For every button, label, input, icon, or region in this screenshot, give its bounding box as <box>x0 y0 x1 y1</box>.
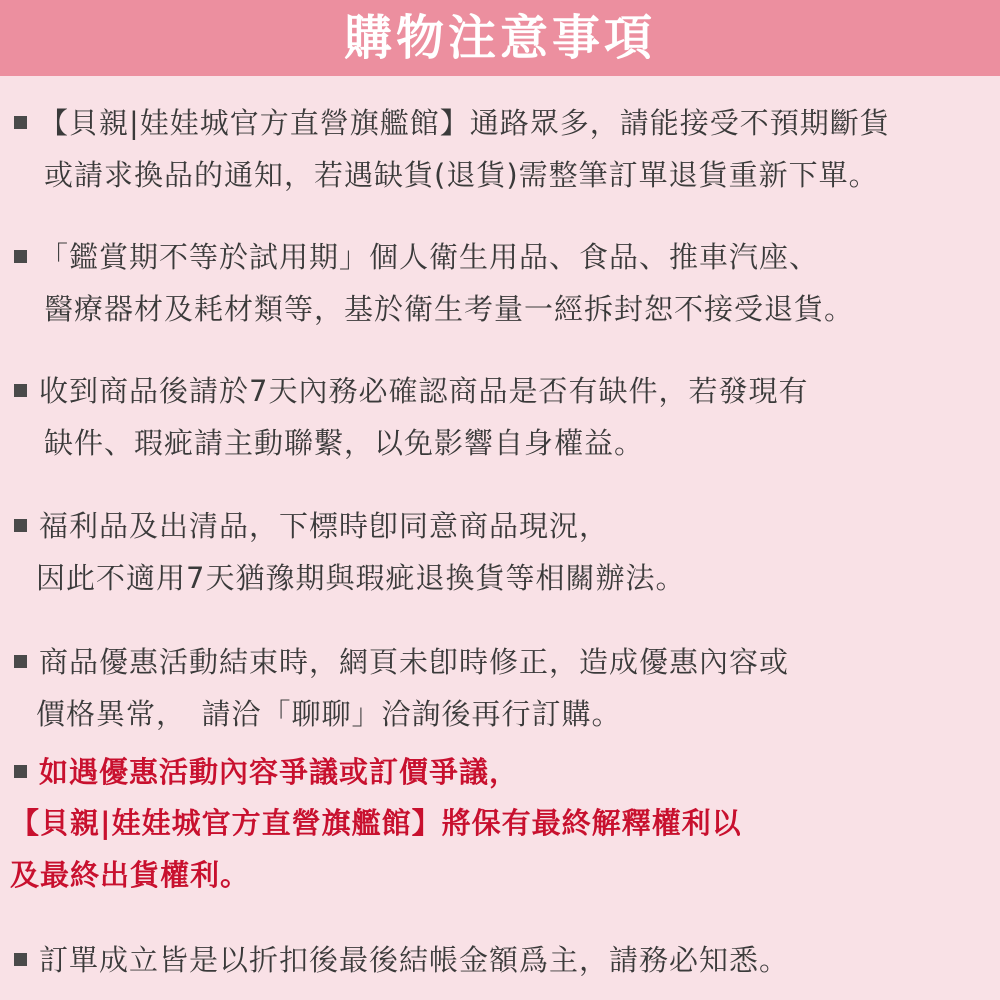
notice-3-text-2: 缺件、瑕疵請主動聯繫，以免影響自身權益。 <box>44 426 645 460</box>
notice-4-line-1 <box>14 506 609 546</box>
important-notice-line-3 <box>10 855 250 895</box>
square-bullet-icon <box>14 519 27 532</box>
notice-1-text-2: 或請求換品的通知，若遇缺貨(退貨)需整筆訂單退貨重新下單。 <box>44 158 879 192</box>
important-notice-line-2 <box>10 803 742 843</box>
notice-2-text-1: 「鑑賞期不等於試用期」個人衛生用品、食品、推車汽座、 <box>39 240 820 274</box>
notice-4-text-2: 因此不適用7天猶豫期與瑕疵退換貨等相關辦法。 <box>36 561 686 595</box>
square-bullet-icon <box>14 655 27 668</box>
notice-3-line-1 <box>14 371 808 411</box>
important-text-2: 【貝親|娃娃城官方直營旗艦館】將保有最終解釋權利以 <box>10 806 742 840</box>
header-banner <box>0 0 1000 76</box>
square-bullet-icon <box>14 765 27 778</box>
notice-3-line-2 <box>44 423 644 463</box>
notice-3-text-1: 收到商品後請於7天內務必確認商品是否有缺件，若發現有 <box>39 374 809 408</box>
square-bullet-icon <box>14 953 27 966</box>
final-notice-line-1 <box>14 940 789 980</box>
notice-2-line-1 <box>14 237 819 277</box>
square-bullet-icon <box>14 250 27 263</box>
notice-2-line-2 <box>44 289 854 329</box>
notice-5-text-2: 價格異常， 請洽「聊聊」洽詢後再行訂購。 <box>36 697 622 731</box>
page-title: 購物注意事項 <box>343 10 656 66</box>
important-text-1: 如遇優惠活動內容爭議或訂價爭議， <box>39 755 520 789</box>
square-bullet-icon <box>14 384 27 397</box>
notice-2-text-2: 醫療器材及耗材類等，基於衛生考量一經拆封恕不接受退貨。 <box>44 292 855 326</box>
notice-5-line-1 <box>14 642 789 682</box>
notice-1-line-2 <box>44 155 879 195</box>
notice-5-text-1: 商品優惠活動結束時，網頁未卽時修正，造成優惠內容或 <box>39 645 790 679</box>
notice-5-line-2 <box>36 694 622 734</box>
important-notice-line-1 <box>14 752 519 792</box>
notice-1-line-1 <box>14 103 890 143</box>
square-bullet-icon <box>14 116 27 129</box>
notice-1-text-1: 【貝親|娃娃城官方直營旗艦館】通路眾多，請能接受不預期斷貨 <box>39 106 890 140</box>
notice-4-line-2 <box>36 558 685 598</box>
important-text-3: 及最終出貨權利。 <box>10 858 251 892</box>
final-notice-text: 訂單成立皆是以折扣後最後結帳金額爲主，請務必知悉。 <box>39 943 790 977</box>
notice-4-text-1: 福利品及出清品，下標時卽同意商品現況， <box>39 509 610 543</box>
